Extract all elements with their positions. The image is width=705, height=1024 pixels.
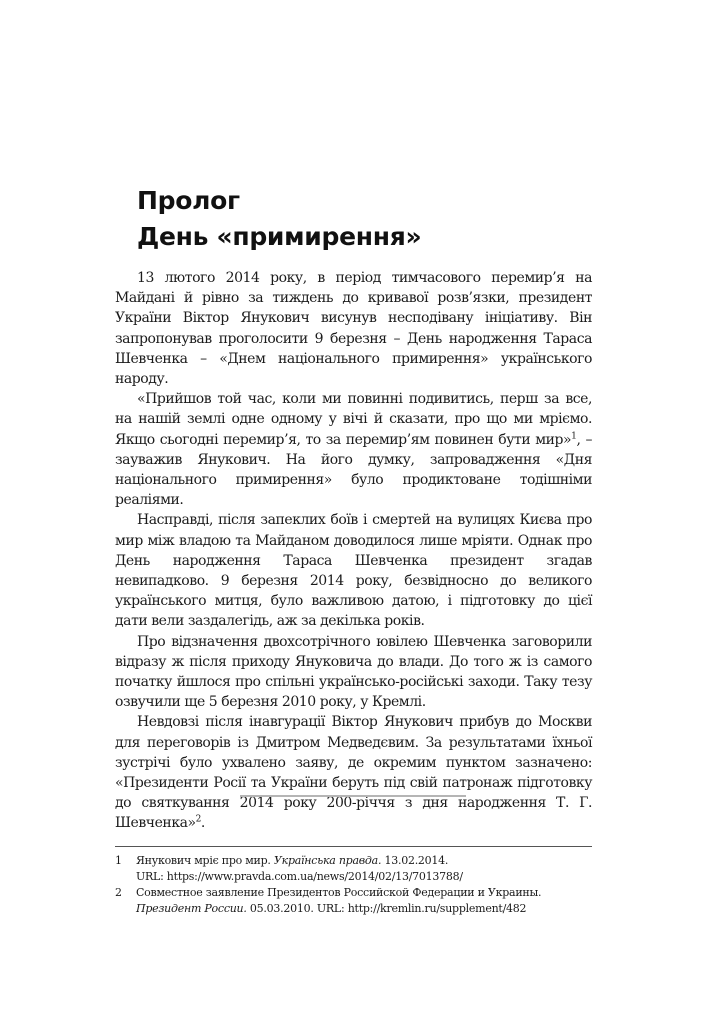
paragraph-5 <box>115 712 592 833</box>
footnotes <box>115 853 595 917</box>
paragraph-3 <box>115 510 592 631</box>
footnote-1-source: Українська правда. <box>273 854 382 867</box>
footnote-rule <box>115 846 592 847</box>
footnote-1-number: 1 <box>115 854 122 867</box>
paragraph-5-text-before: Невдовзі після інавгурації Віктор Янукович прибув до Москви для переговорів із Дмитром Медведєвим. За результатами їхньої зустрічі було ухвалено заяву, де окремим пунктом зазначено: «Президенти Росії та України беруть під свій патронаж підготовку до святкування 2014 року 200-річчя з дня народження Т. Г. Шевченка» <box>115 714 592 832</box>
chapter-heading-line-2: День «примирення» <box>137 222 422 251</box>
footnote-ref-2: 2 <box>195 814 201 825</box>
paragraph-4-text: Про відзначення двохсотрічного ювілею Шевченка заговорили відразу ж після приходу Януковича до влади. До того ж із самого початку йшлося про спільні українсько-російські заходи. Таку тезу озвучили ще 5 березня 2010 року, у Кремлі. <box>115 633 592 711</box>
footnote-2-source: Президент России. <box>136 901 247 915</box>
footnote-2-title: Совместное заявление Президентов Российской Федерации и Украины. <box>136 886 542 899</box>
paragraph-4 <box>115 632 592 713</box>
footnote-2 <box>115 885 595 916</box>
body-text <box>115 268 592 834</box>
paragraph-2 <box>115 389 592 510</box>
section-divider <box>240 795 466 797</box>
footnote-2-body <box>136 885 595 916</box>
footnote-ref-1: 1 <box>571 430 577 441</box>
chapter-heading <box>137 183 597 255</box>
paragraph-5-text-after: . <box>200 815 205 832</box>
footnote-1-url[interactable]: URL: https://www.pravda.com.ua/news/2014/02/13/7013788/ <box>136 869 463 883</box>
footnote-1-body <box>136 853 595 884</box>
footnote-2-number: 2 <box>115 886 122 899</box>
chapter-heading-line-1: Пролог <box>137 186 240 215</box>
footnote-1 <box>115 853 595 884</box>
footnote-1-title: Янукович мріє про мир. <box>136 854 274 867</box>
paragraph-3-text: Насправді, після запеклих боїв і смертей на вулицях Києва про мир між владою та Майданом доводилося лише мріяти. Однак про День народження Тараса Шевченка президент згадав невипадково. 9 березня 2014 року, безвідносно до великого українського митця, було важливою датою, і підготовку до цієї дати вели заздалегідь, аж за декілька років. <box>115 512 592 630</box>
paragraph-2-text-after: , – зауважив Янукович. На його думку, запровадження «Дня національного примирення» було продиктоване тодішніми реаліями. <box>115 431 592 509</box>
footnote-1-date: 13.02.2014. <box>381 854 449 867</box>
paragraph-1 <box>115 268 592 389</box>
footnote-2-date-url[interactable]: 05.03.2010. URL: http://kremlin.ru/supplement/482 <box>246 901 527 915</box>
paragraph-1-text: 13 лютого 2014 року, в період тимчасового перемир’я на Майдані й рівно за тиждень до кривавої розв’язки, президент України Віктор Янукович висунув несподівану ініціативу. Він запропонував проголосити 9 березня – День народження Тараса Шевченка – «Днем національного примирення» українського народу. <box>115 270 592 388</box>
paragraph-2-text-before: «Прийшов той час, коли ми повинні подивитись, перш за все, на нашій землі одне одному у вічі й сказати, про що ми мріємо. Якщо сьогодні перемир’я, то за перемир’ям повинен бути мир» <box>115 391 592 448</box>
